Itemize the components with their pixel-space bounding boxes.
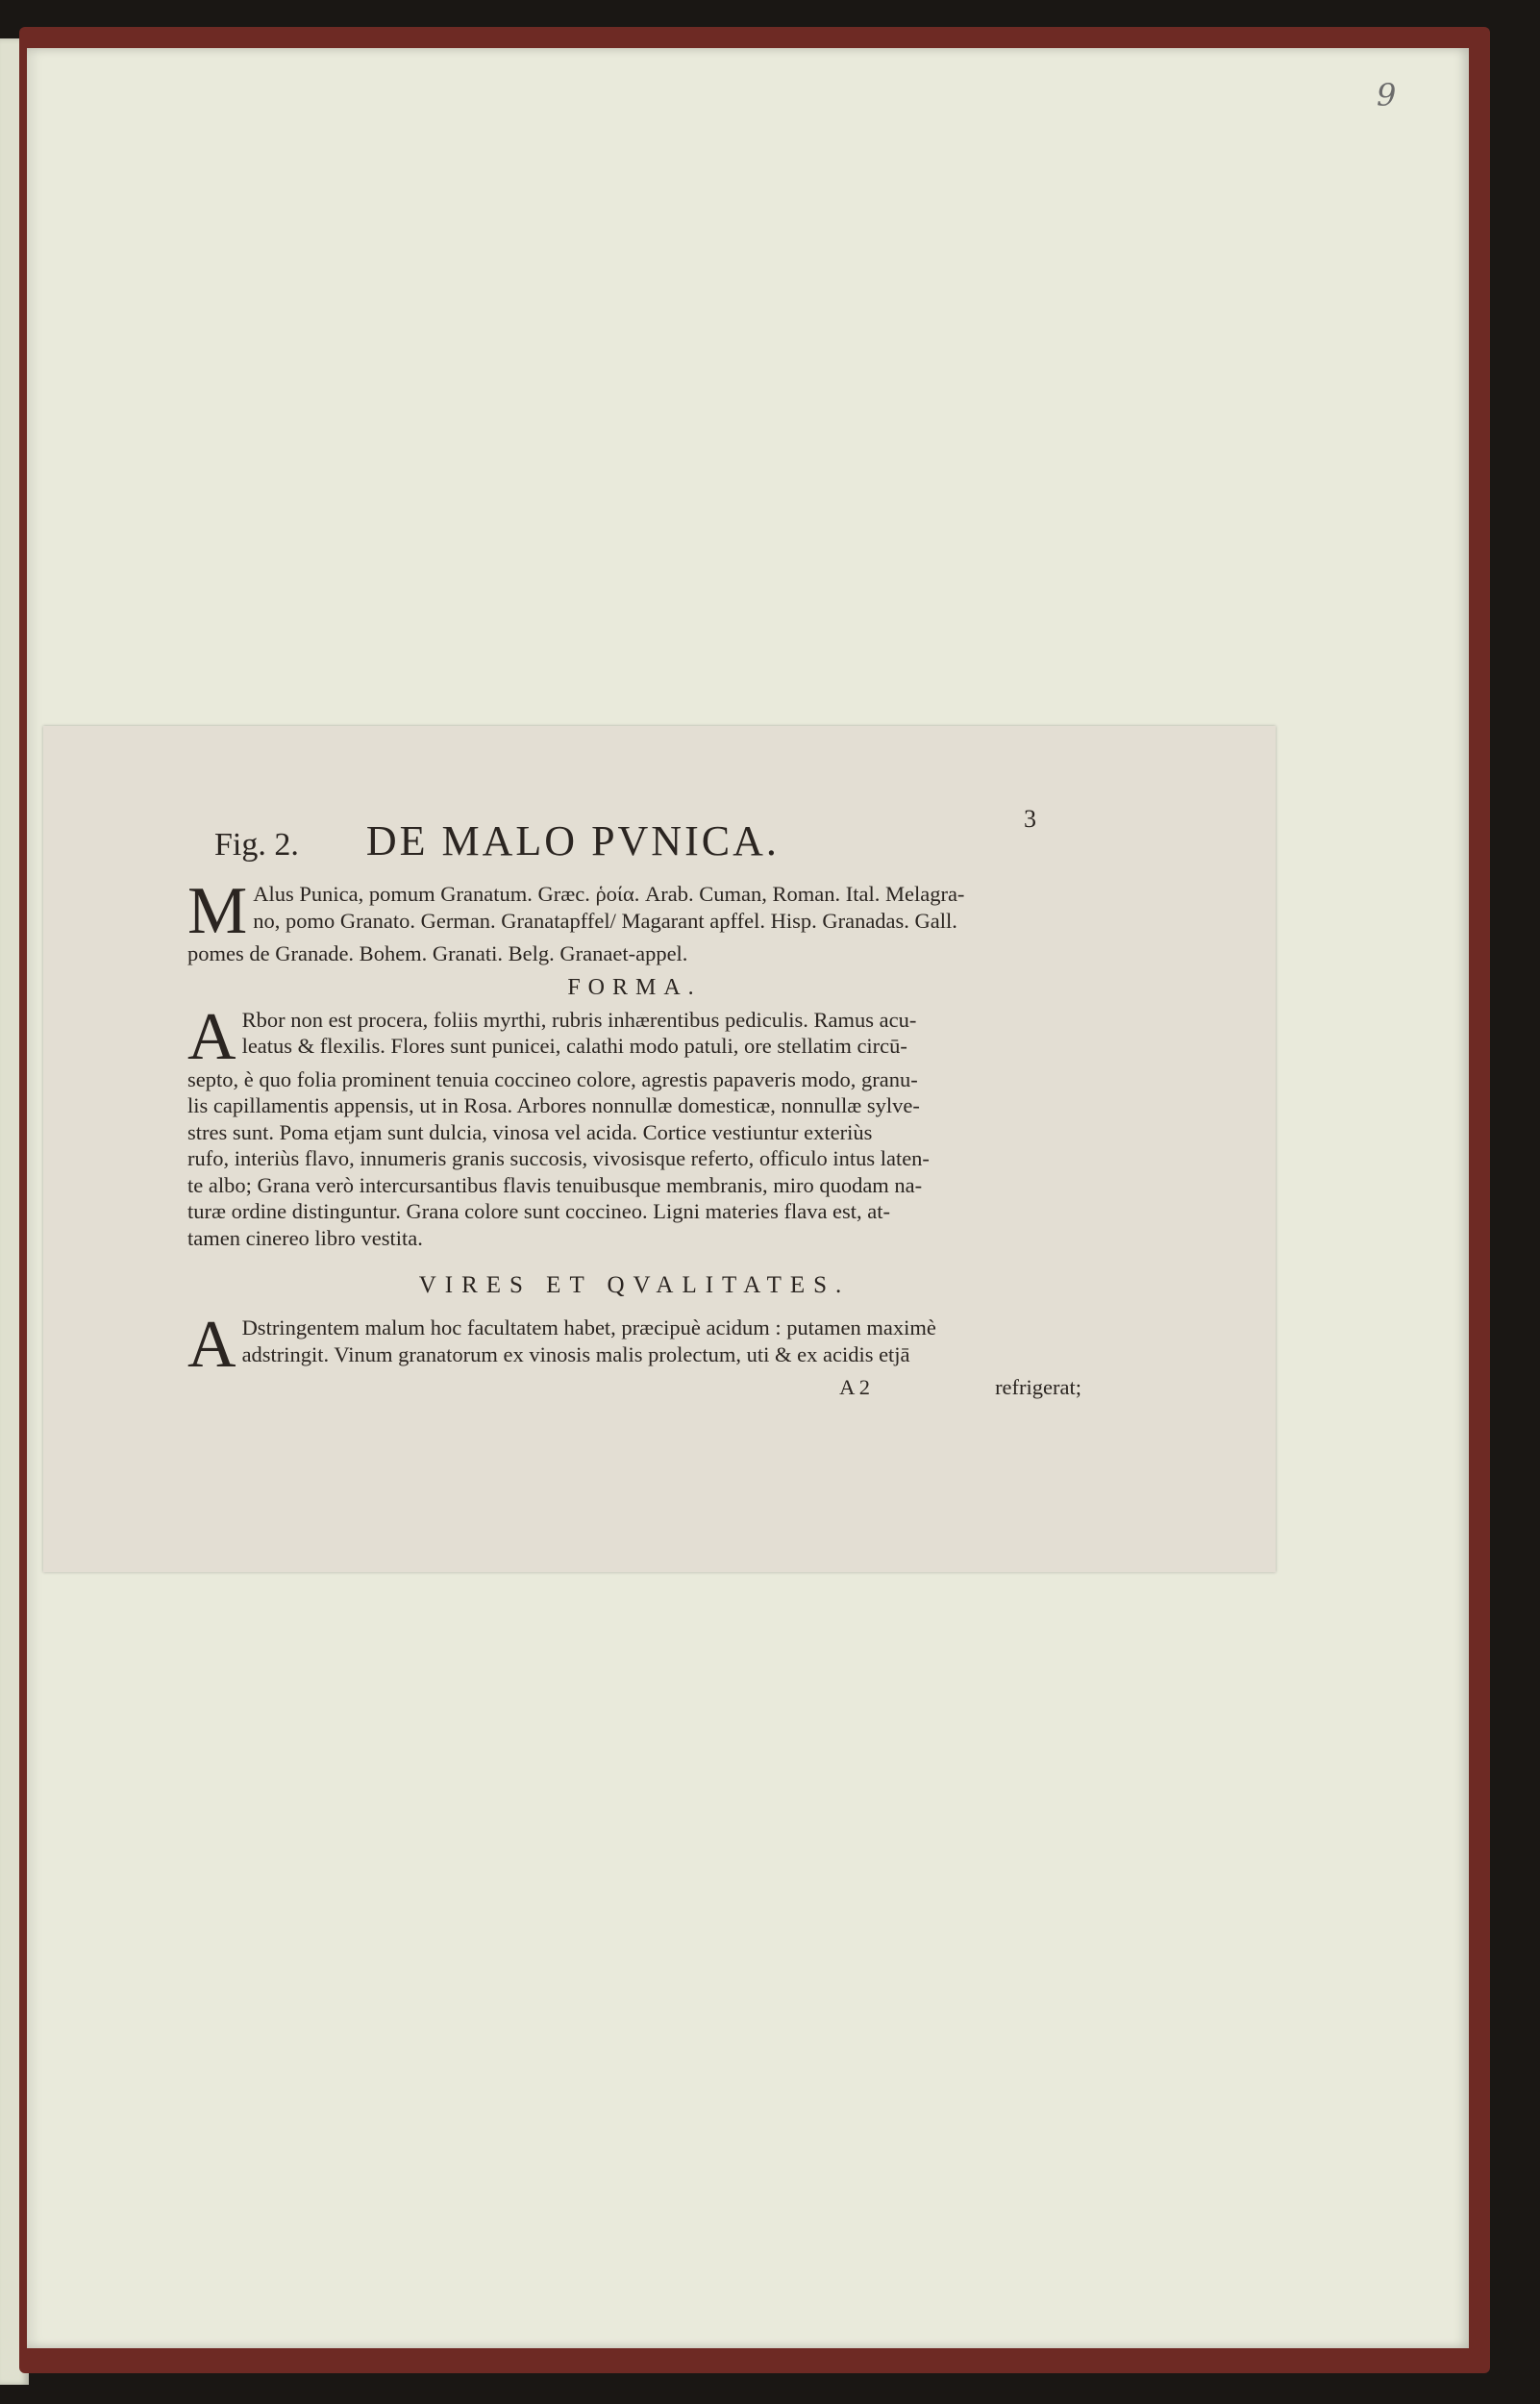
plate-text xyxy=(187,803,1081,1400)
vires-paragraph xyxy=(187,1308,1081,1382)
forma-line: tamen cinereo libro vestita. xyxy=(187,1225,423,1250)
intro-line-1: Alus Punica, pomum Granatum. Græc. ῥοία. Arab. Cuman, Roman. Ital. Melagra- xyxy=(253,882,965,906)
figure-label: Fig. 2. xyxy=(214,827,299,863)
forma-line: lis capillamentis appensis, ut in Rosa. Arbores nonnullæ domesticæ, nonnullæ sylve- xyxy=(187,1093,920,1117)
vires-line: adstringit. Vinum granatorum ex vinosis malis prolectum, uti & ex acidis etjā xyxy=(241,1341,910,1366)
vires-line: Dstringentem malum hoc facultatem habet, præcipuè acidum : putamen maximè xyxy=(241,1315,936,1340)
intro-line-2: no, pomo Granato. German. Granatapffel/ Magarant apffel. Hisp. Granadas. Gall. xyxy=(253,908,957,933)
signature-line xyxy=(187,1374,1081,1400)
signature-mark: A 2 xyxy=(839,1375,871,1399)
title-row xyxy=(214,816,1081,865)
page-title: DE MALO PVNICA. xyxy=(365,817,780,864)
dropcap-a-forma: A xyxy=(187,999,236,1074)
intro-line-3: pomes de Granade. Bohem. Granati. Belg. Granaet-appel. xyxy=(187,941,688,965)
pasted-text-plate xyxy=(43,726,1276,1572)
intro-paragraph xyxy=(187,874,1081,967)
dropcap-a-vires: A xyxy=(187,1308,236,1382)
forma-line: Rbor non est procera, foliis myrthi, rubris inhærentibus pediculis. Ramus acu- xyxy=(241,1007,917,1032)
forma-heading: FORMA. xyxy=(567,974,702,1000)
forma-line: te albo; Grana verò intercursantibus flavis tenuibusque membranis, miro quodam na- xyxy=(187,1172,923,1197)
forma-line: stres sunt. Poma etjam sunt dulcia, vinosa vel acida. Cortice vestiuntur exteriùs xyxy=(187,1119,873,1144)
forma-line: rufo, interiùs flavo, innumeris granis succosis, vivosisque referto, officulo intus laten- xyxy=(187,1146,930,1170)
forma-line: leatus & flexilis. Flores sunt punicei, calathi modo patuli, ore stellatim circū- xyxy=(241,1034,907,1058)
catchword: refrigerat; xyxy=(995,1375,1081,1399)
forma-line: turæ ordine distinguntur. Grana colore sunt coccineo. Ligni materies flava est, at- xyxy=(187,1199,891,1223)
plate-page-number: 3 xyxy=(1024,805,1036,833)
page-number: 9 xyxy=(1377,77,1397,113)
forma-paragraph xyxy=(187,999,1081,1252)
dropcap-m: M xyxy=(187,874,248,948)
forma-line: septo, è quo folia prominent tenuia coccineo colore, agrestis papaveris modo, granu- xyxy=(187,1066,918,1091)
vires-heading: VIRES ET QVALITATES. xyxy=(418,1272,851,1298)
